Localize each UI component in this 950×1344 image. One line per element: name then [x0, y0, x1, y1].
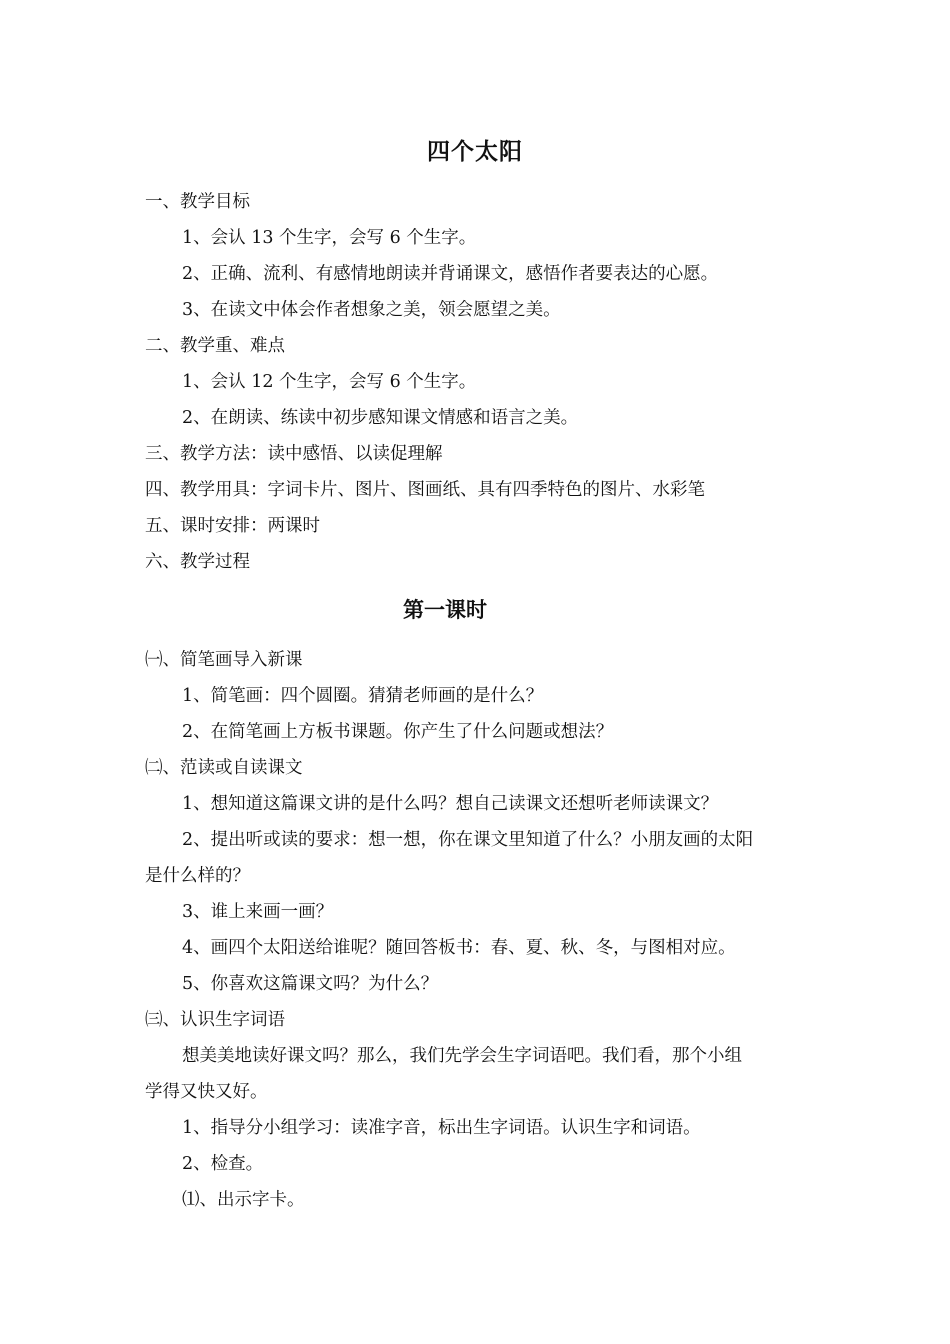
list-item: 2、在简笔画上方板书课题。你产生了什么问题或想法？ [182, 722, 614, 742]
paragraph-line-continuation: 学得又快又好。 [145, 1082, 268, 1102]
list-item: 5、你喜欢这篇课文吗？为什么？ [182, 974, 439, 994]
list-item: 1、会认 13 个生字，会写 6 个生字。 [182, 228, 477, 248]
section-heading: 六、教学过程 [145, 552, 250, 572]
list-item: 2、检查。 [182, 1154, 264, 1174]
document-title: 四个太阳 [427, 139, 523, 165]
section-heading: 三、教学方法：读中感悟、以读促理解 [145, 444, 443, 464]
list-item: 2、正确、流利、有感情地朗读并背诵课文，感悟作者要表达的心愿。 [182, 264, 719, 284]
section-heading: 一、教学目标 [145, 192, 250, 212]
section-heading: 四、教学用具：字词卡片、图片、图画纸、具有四季特色的图片、水彩笔 [145, 480, 705, 500]
part-heading: ㈠、简笔画导入新课 [145, 650, 303, 670]
list-item: 1、想知道这篇课文讲的是什么吗？想自己读课文还想听老师读课文？ [182, 794, 719, 814]
part-heading: ㈢、认识生字词语 [145, 1010, 285, 1030]
part-heading: ㈡、范读或自读课文 [145, 758, 303, 778]
paragraph-line: 想美美地读好课文吗？那么，我们先学会生字词语吧。我们看，那个小组 [182, 1046, 742, 1066]
list-item-continuation: 是什么样的？ [145, 866, 250, 886]
list-item: 2、提出听或读的要求：想一想，你在课文里知道了什么？小朋友画的太阳 [182, 830, 754, 850]
list-item: 4、画四个太阳送给谁呢？随回答板书：春、夏、秋、冬，与图相对应。 [182, 938, 736, 958]
lesson-title: 第一课时 [403, 598, 487, 622]
list-item: 3、谁上来画一画？ [182, 902, 334, 922]
list-item: 1、简笔画：四个圆圈。猜猜老师画的是什么？ [182, 686, 544, 706]
list-item: 3、在读文中体会作者想象之美，领会愿望之美。 [182, 300, 561, 320]
list-item: 1、指导分小组学习：读准字音，标出生字词语。认识生字和词语。 [182, 1118, 701, 1138]
section-heading: 二、教学重、难点 [145, 336, 285, 356]
list-item: 2、在朗读、练读中初步感知课文情感和语言之美。 [182, 408, 579, 428]
section-heading: 五、课时安排：两课时 [145, 516, 320, 536]
list-item: 1、会认 12 个生字，会写 6 个生字。 [182, 372, 477, 392]
list-item: ⑴、出示字卡。 [182, 1190, 305, 1210]
